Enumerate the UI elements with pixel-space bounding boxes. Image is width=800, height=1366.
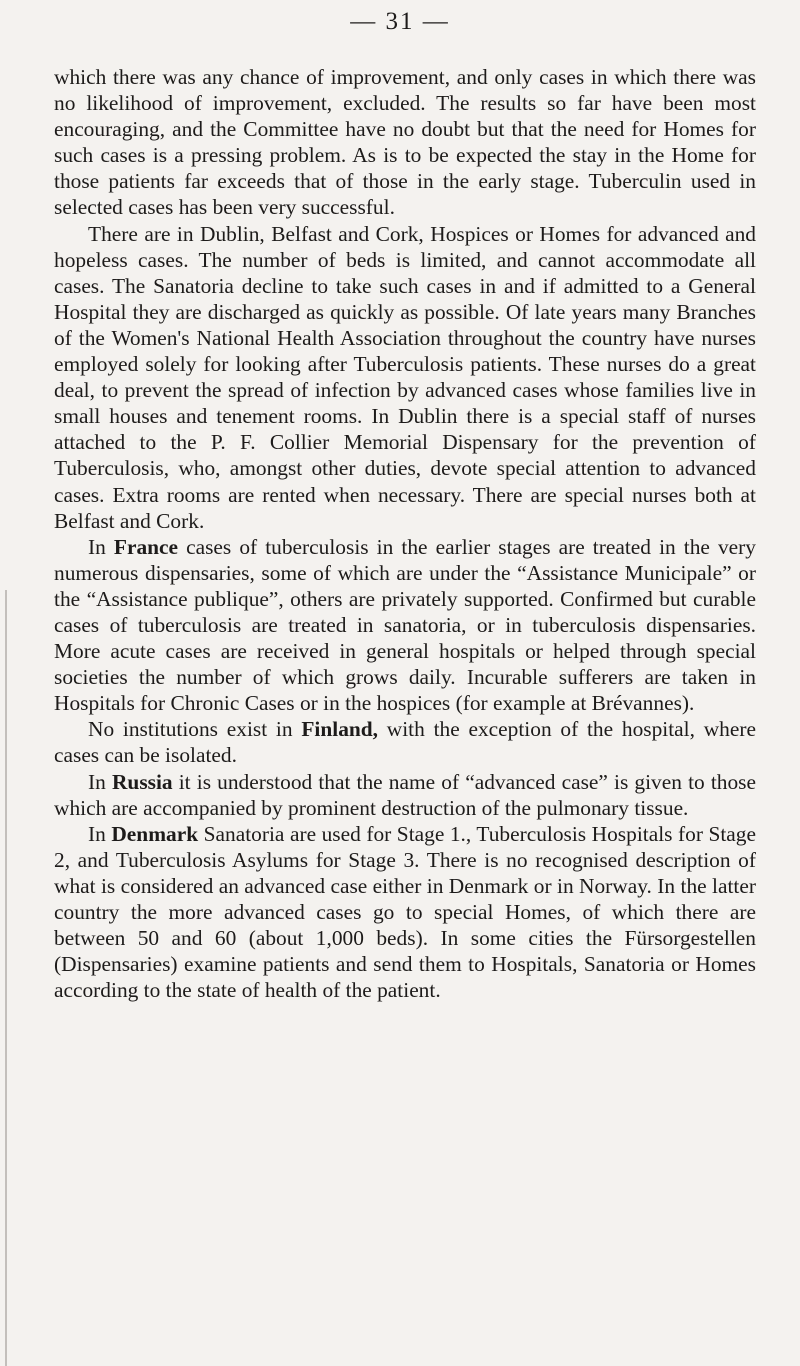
paragraph-denmark [54,821,756,1004]
paragraph-body: it is understood that the name of “advanced case” is given to those which are accompanied by prominent destruction of the pulmonary tissue. [54,769,756,820]
paragraph-body: cases of tuberculosis in the earlier stages are treated in the very numerous dispensaries, some of which are under the “Assistance Municipale” or the “Assistance publique”, others are privately supported. Confirmed but curable cases of tuberculosis are treated in sanatoria, or in tuberculosis dispensaries. More acute cases are received in general hospitals or helped through special societies the number of which grows daily. Incurable sufferers are taken in Hospitals for Chronic Cases or in the hospices (for example at Brévannes). [54,534,756,716]
country-name-finland: Finland, [301,717,379,742]
paragraph-intro-continuation: which there was any chance of improvement, and only cases in which there was no likelihood of improvement, excluded. The results so far have been most encouraging, and the Committee have no doubt but that the need for Homes for such cases is a pressing problem. As is to be expected the stay in the Home for those patients far exceeds that of those in the early stage. Tuberculin used in selected cases has been very successful. [54,65,756,220]
paragraph-body: with the exception of the hospital, where cases can be isolated. [54,717,756,768]
paragraph-france [54,534,756,717]
paragraph-ireland: There are in Dublin, Belfast and Cork, Hospices or Homes for advanced and hopeless cases. The number of beds is limited, and cannot accommodate all cases. The Sanatoria decline to take such cases in and if admitted to a General Hospital they are discharged as quickly as possible. Of late years many Branches of the Women's National Health Association throughout the country have nurses employed solely for looking after Tuberculosis patients. These nurses do a great deal, to prevent the spread of infection by advanced cases whose families live in small houses and tenement rooms. In Dublin there is a special staff of nurses attached to the P. F. Collier Memorial Dispensary for the prevention of Tuberculosis, who, amongst other duties, devote special attention to advanced cases. Extra rooms are rented when necessary. There are special nurses both at Belfast and Cork. [54,221,756,533]
page-edge-shadow [5,590,7,1366]
country-name-france: France [113,534,179,559]
paragraph-lead: No institutions exist in [88,717,293,742]
paragraph-lead: In [88,534,106,559]
page-number: — 31 — [350,8,450,35]
country-name-denmark: Denmark [111,821,199,846]
body-text [54,64,756,1003]
paragraph-finland [54,716,756,768]
paragraph-body: Sanatoria are used for Stage 1., Tuberculosis Hospitals for Stage 2, and Tuberculosis Asylums for Stage 3. There is no recognised description of what is considered an advanced case either in Denmark or in Norway. In the latter country the more advanced cases go to special Homes, of which there are between 50 and 60 (about 1,000 beds). In some cities the Fürsorgestellen (Dispensaries) examine patients and send them to Hospitals, Sanatoria or Homes according to the state of health of the patient. [54,821,756,1003]
paragraph-lead: In [88,769,106,794]
paragraph-lead: In [88,821,106,846]
country-name-russia: Russia [111,769,173,794]
paragraph-russia [54,769,756,821]
